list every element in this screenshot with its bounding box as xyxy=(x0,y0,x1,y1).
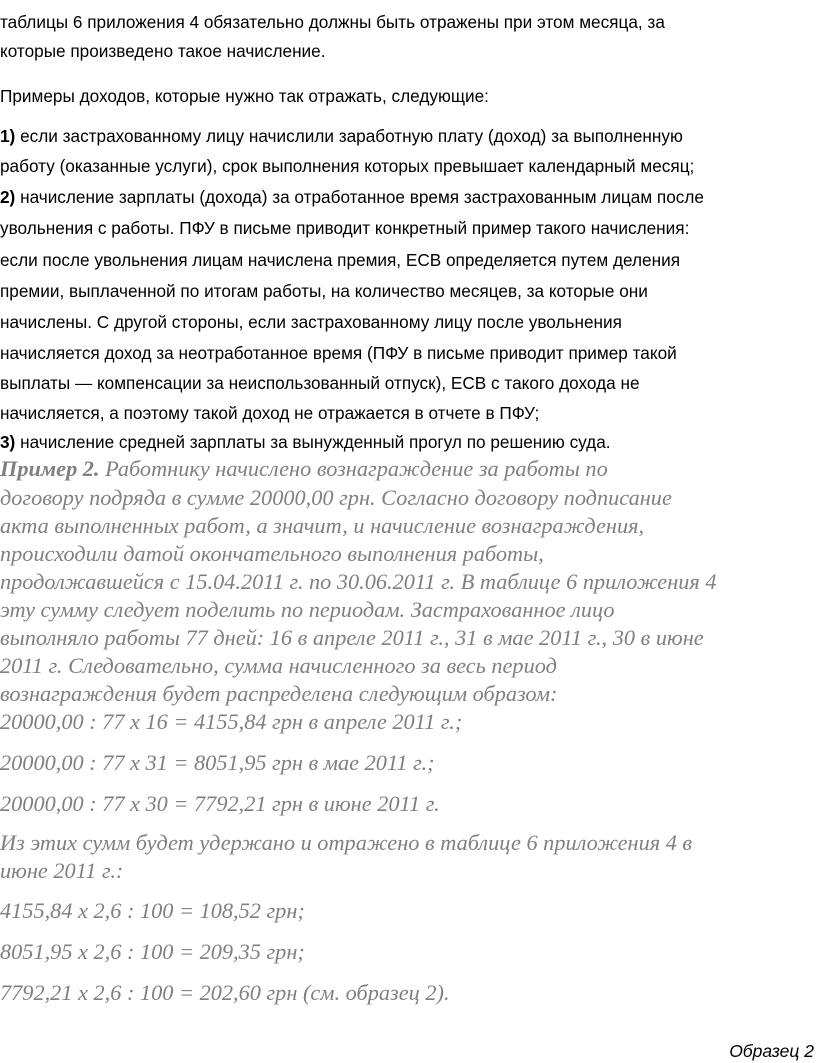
list-item-text: начисление зарплаты (дохода) за отработанное время застрахованным лицам после xyxy=(15,187,704,207)
example-2-line-6: эту сумму следует поделить по периодам. Застрахованное лицо xyxy=(0,597,615,622)
example-label: Пример 2. xyxy=(0,456,100,481)
calculation-line-6: 7792,21 х 2,6 : 100 = 202,60 грн (см. образец 2). xyxy=(0,980,450,1005)
list-item-1 xyxy=(0,126,683,147)
example-2-line-2: договору подряда в сумме 20000,00 грн. Согласно договору подписание xyxy=(0,485,672,510)
list-item-3 xyxy=(0,432,611,453)
example-2-line-5: продолжавшейся с 15.04.2011 г. по 30.06.2011 г. В таблице 6 приложения 4 xyxy=(0,569,717,594)
list-item-2 xyxy=(0,187,704,208)
sample-label: Образец 2 xyxy=(729,1040,814,1061)
list-item-number: 2) xyxy=(0,187,16,207)
list-item-number: 1) xyxy=(0,126,16,146)
example-2-line-4: происходили датой окончательного выполнения работы, xyxy=(0,541,544,566)
list-item-text: начисление средней зарплаты за вынужденный прогул по решению суда. xyxy=(15,432,611,452)
list-item-2-line-6: начисляется доход за неотработанное время (ПФУ в письме приводит пример такой xyxy=(0,343,677,363)
intro-line-2: которые произведено такое начисление. xyxy=(0,41,326,61)
list-item-1-line-2: работу (оказанные услуги), срок выполнения которых превышает календарный месяц; xyxy=(0,156,695,176)
list-item-2-line-5: начислены. С другой стороны, если застрахованному лицу после увольнения xyxy=(0,312,622,332)
list-item-number: 3) xyxy=(0,432,16,452)
list-item-2-line-3: если после увольнения лицам начислена премия, ЕСВ определяется путем деления xyxy=(0,250,681,270)
withheld-line-1: Из этих сумм будет удержано и отражено в таблице 6 приложения 4 в xyxy=(0,830,693,855)
list-item-2-line-4: премии, выплаченной по итогам работы, на количество месяцев, за которые они xyxy=(0,281,648,301)
calculation-line-3: 20000,00 : 77 х 30 = 7792,21 грн в июне 2011 г. xyxy=(0,791,440,816)
calculation-line-4: 4155,84 х 2,6 : 100 = 108,52 грн; xyxy=(0,898,305,923)
list-item-2-line-8: начисляется, а поэтому такой доход не отражается в отчете в ПФУ; xyxy=(0,403,540,423)
list-item-2-line-2: увольнения с работы. ПФУ в письме приводит конкретный пример такого начисления: xyxy=(0,218,690,238)
examples-heading: Примеры доходов, которые нужно так отражать, следующие: xyxy=(0,86,489,106)
list-item-text: если застрахованному лицу начислили заработную плату (доход) за выполненную xyxy=(15,126,683,146)
example-2-line-8: 2011 г. Следовательно, сумма начисленного за весь период xyxy=(0,653,557,678)
list-item-2-line-7: выплаты — компенсации за неиспользованный отпуск), ЕСВ с такого дохода не xyxy=(0,373,640,393)
calculation-line-1: 20000,00 : 77 х 16 = 4155,84 грн в апреле 2011 г.; xyxy=(0,709,463,734)
example-text: Работнику начислено вознаграждение за работы по xyxy=(99,456,608,481)
withheld-line-2: июне 2011 г.: xyxy=(0,858,124,883)
example-2-line-1 xyxy=(0,456,608,482)
example-2-line-9: вознаграждения будет распределена следующим образом: xyxy=(0,681,558,706)
example-2-line-3: акта выполненных работ, а значит, и начисление вознаграждения, xyxy=(0,513,645,538)
calculation-line-2: 20000,00 : 77 х 31 = 8051,95 грн в мае 2011 г.; xyxy=(0,750,435,775)
calculation-line-5: 8051,95 х 2,6 : 100 = 209,35 грн; xyxy=(0,939,305,964)
intro-line-1: таблицы 6 приложения 4 обязательно должны быть отражены при этом месяца, за xyxy=(0,12,665,32)
example-2-line-7: выполняло работы 77 дней: 16 в апреле 2011 г., 31 в мае 2011 г., 30 в июне xyxy=(0,625,704,650)
